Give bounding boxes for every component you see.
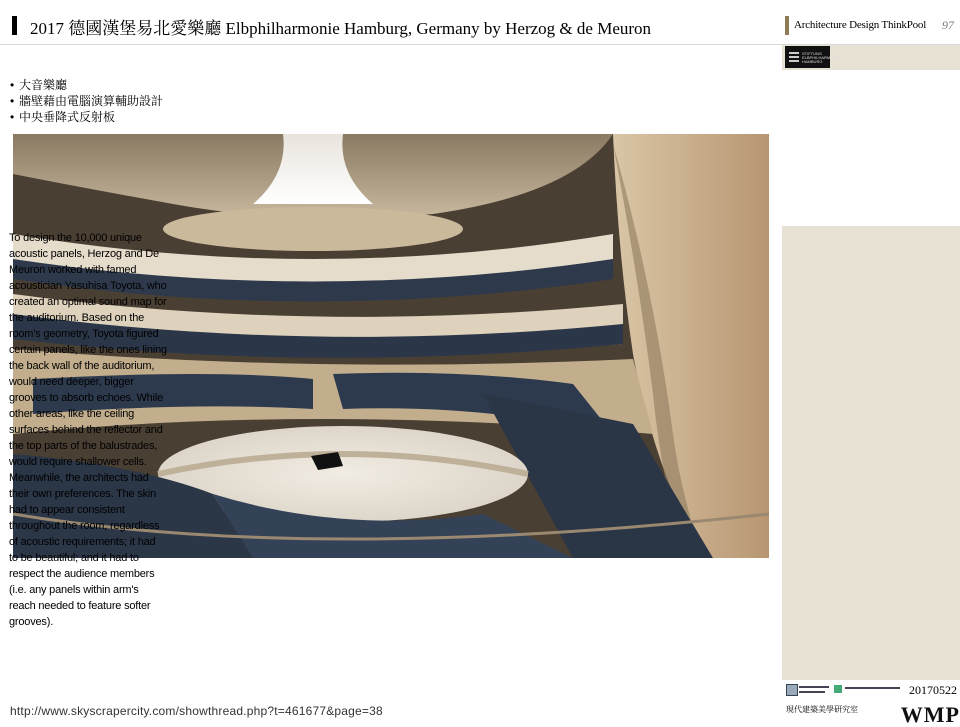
bullet-panel — [782, 70, 960, 226]
elbphilharmonie-logo — [785, 46, 841, 68]
title-bar — [0, 0, 782, 45]
sidebar-header-marker — [785, 16, 789, 35]
sidebar-header — [782, 0, 960, 45]
logo-text: STIFTUNG ELBPHILHARMONIE HAMBURG — [802, 51, 841, 64]
sidebar-header-label: Architecture Design ThinkPool — [794, 19, 927, 31]
wmp-logo: WMP — [900, 702, 960, 727]
bullet-item: • 牆壁藉由電腦演算輔助設計 — [10, 93, 176, 109]
date-label: 20170522 — [909, 683, 957, 697]
title-marker — [12, 16, 17, 35]
description-text: To design the 10,000 unique acoustic panels, Herzog and De Meuron worked with famed acoustician Yasuhisa Toyota, who created an optimal sound map for the auditorium. Based on the room's geometry, Toyota figured certain panels, like the ones lining the back wall of the auditorium, would need deeper, bigger grooves to absorb echoes. While other areas, like the ceiling surfaces behind the reflector and the top parts of the balustrades, would require shallower cells. Meanwhile, the architects had their own preferences. The skin had to appear consistent throughout the room, regardless of acoustic requirements; it had to be beautiful; and it had to respect the audience members (i.e. any panels within arm's reach needed to feature softer grooves). — [9, 232, 167, 628]
footer-bottom — [782, 700, 960, 727]
footer-small-text: 現代建築美學研究室 — [786, 705, 858, 714]
institution-logo — [786, 684, 830, 696]
bullet-list — [10, 77, 176, 125]
bullet-item: • 中央垂降式反射板 — [10, 109, 176, 125]
sidebar — [782, 0, 960, 720]
page-number: 97 — [942, 18, 954, 32]
page-title: 2017 德國漢堡易北愛樂廳 Elbphilharmonie Hamburg, Germany by Herzog & de Meuron — [30, 19, 652, 38]
bullet-item: • 大音樂廳 — [10, 77, 176, 93]
source-url[interactable]: http://www.skyscrapercity.com/showthread.php?t=461677&page=38 — [10, 704, 383, 718]
partner-logo — [834, 684, 902, 696]
